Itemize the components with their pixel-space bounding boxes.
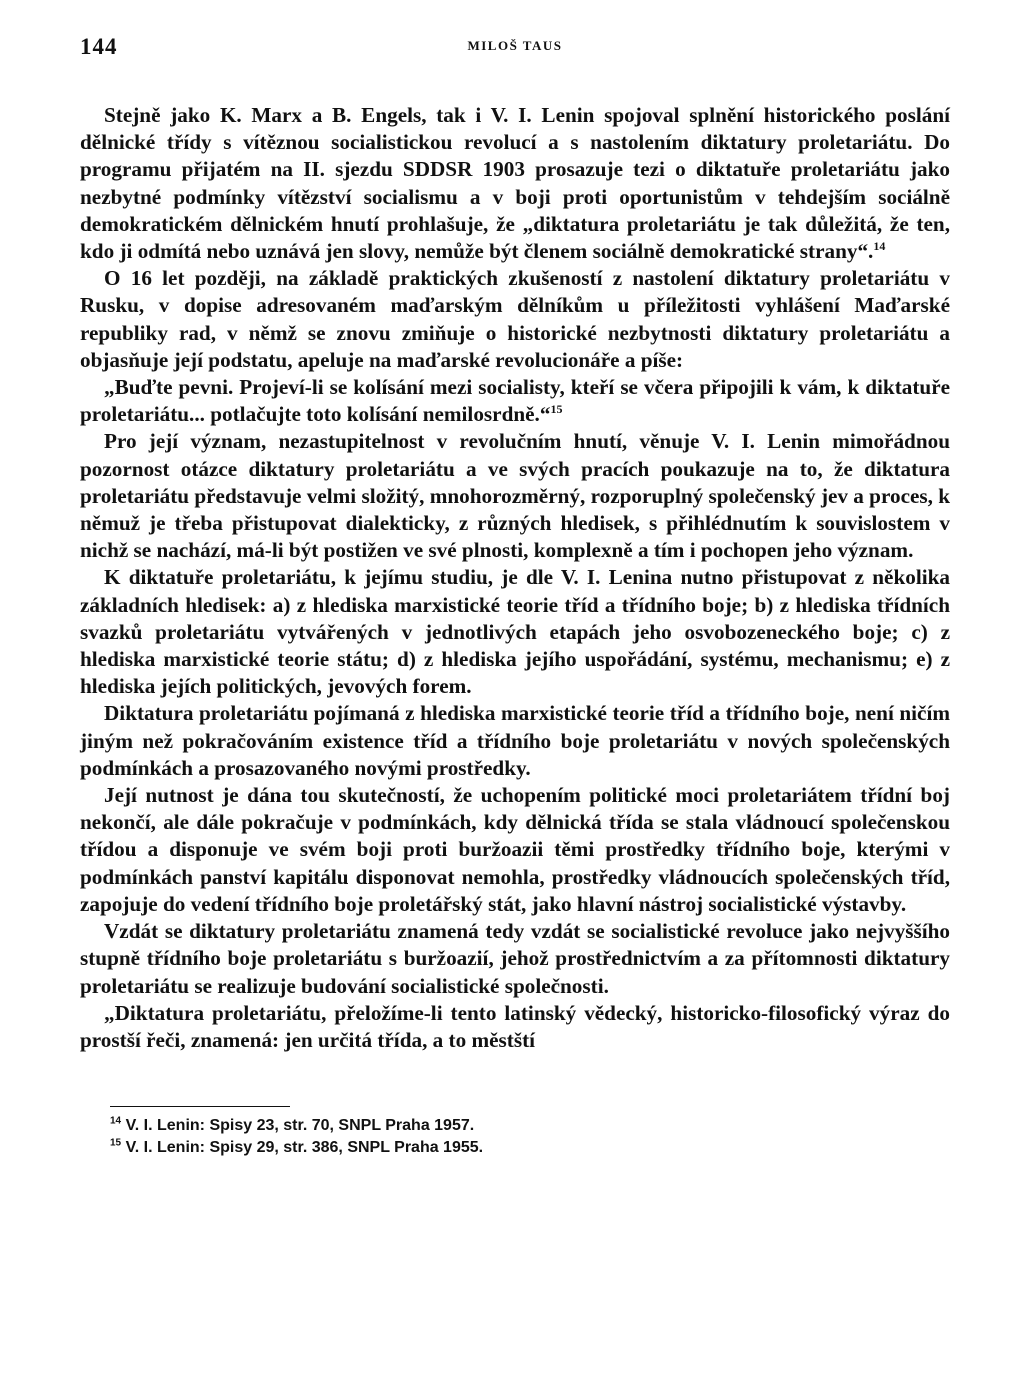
paragraph-8: Vzdát se diktatury proletariátu znamená tedy vzdát se socialistické revoluce jako nejvyššího stupně třídního boje proletariátu s buržoazií, jehož prostřednictvím a za přítomnosti diktatury proletariátu se realizuje budování socialistické společnosti. — [80, 919, 950, 998]
footnote-14: $^{14}$ V. I. Lenin: Spisy 23, str. 70, SNPL Praha 1957. — [110, 1115, 475, 1135]
paragraph-quote: „Buďte pevni. Projeví-li se kolísání mezi socialisty, kteří se včera připojili k vám, k diktatuře proletariátu... potlačujte toto kolísání nemilosrdně.“$^{15}$ — [80, 375, 950, 427]
paragraph-4: Pro její význam, nezastupitelnost v revolučním hnutí, věnuje V. I. Lenin mimořádnou pozornost otázce diktatury proletariátu a ve svých pracích poukazuje na to, že diktatura proletariátu představuje velmi složitý, mnohorozměrný, rozporuplný společenský jev a proces, k němuž je třeba přistupovat dialekticky, z různých hledisek, s přihlédnutím k souvislostem v nichž se nachází, má-li být postižen ve své plnosti, komplexně a tím i pochopen jeho význam. — [80, 429, 951, 563]
footnote-15: $^{15}$ V. I. Lenin: Spisy 29, str. 386, SNPL Praha 1955. — [110, 1137, 484, 1157]
paragraph-7: Její nutnost je dána tou skutečností, že uchopením politické moci proletariátem třídní boj nekončí, ale dále pokračuje v podmínkách, kdy dělnická třída se stala vládnoucí společenskou třídou a disponuje ve svém boji proti buržoazii těmi prostředky třídního boje, kterými v podmínkách panství kapitálu disponovat nemohla, prostředky vládnoucích společenských tříd, zapojuje do vedení třídního boje proletářský stát, jako hlavní nástroj socialistické výstavby. — [80, 783, 950, 916]
paragraph-5: K diktatuře proletariátu, k jejímu studiu, je dle V. I. Lenina nutno přistupovat z několika základních hledisek: a) z hlediska marxistické teorie tříd a třídního boje; b) z hlediska třídních svazků proletariátu vytvářených v jednotlivých etapách jeho osvobozeneckého boje; c) z hlediska marxistické teorie státu; d) z hlediska jejího uspořádání, systému, mechanismu; e) z hlediska jejích politických, jevových forem. — [80, 565, 950, 699]
footnote-divider — [110, 1106, 290, 1107]
paragraph-2: O 16 let později, na základě praktických zkušeností z nastolení diktatury proletariátu v Rusku, v dopise adresovaném maďarským dělníkům u příležitosti vyhlášení Maďarské republiky rad, v němž se znovu zmiňuje o historické nezbytnosti diktatury proletariátu a objasňuje její podstatu, apeluje na maďarské revolucionáře a píše: — [80, 266, 950, 372]
footnote-ref-15[interactable]: 15 — [550, 402, 563, 417]
body-text — [80, 102, 950, 1054]
paragraph-1: Stejně jako K. Marx a B. Engels, tak i V. I. Lenin spojoval splnění historického poslání dělnické třídy s vítěznou socialistickou revolucí a s nastolením diktatury proletariátu. Do programu přijatém na II. sjezdu SDDSR 1903 prosazuje tezi o diktatuře proletariátu jako nezbytné podmínky vítězství socialismu a v boji proti oportunistům v tehdejším sociálně demokratickém dělnickém hnutí prohlašuje, že „diktatura proletariátu je tak důležitá, že ten, kdo ji odmítá nebo uznává jen slovy, nemůže být členem sociálně demokratické strany“.$^{14}$ — [80, 103, 950, 264]
paragraph-9: „Diktatura proletariátu, přeložíme-li tento latinský vědecký, historicko-filosofický výraz do prostší řeči, znamená: jen určitá třída, a to městští — [80, 1000, 950, 1052]
document-page — [80, 28, 950, 1159]
running-head — [80, 28, 950, 64]
running-title: MILOŠ TAUS — [467, 38, 563, 53]
footnote-ref-14[interactable]: 14 — [873, 238, 886, 253]
footnotes — [80, 1115, 950, 1159]
page-number: 144 — [80, 34, 118, 59]
paragraph-6: Diktatura proletariátu pojímaná z hlediska marxistické teorie tříd a třídního boje, není ničím jiným než pokračováním existence tříd a třídního boje proletariátu v nových společenských podmínkách a prosazovaného novými prostředky. — [80, 701, 950, 780]
